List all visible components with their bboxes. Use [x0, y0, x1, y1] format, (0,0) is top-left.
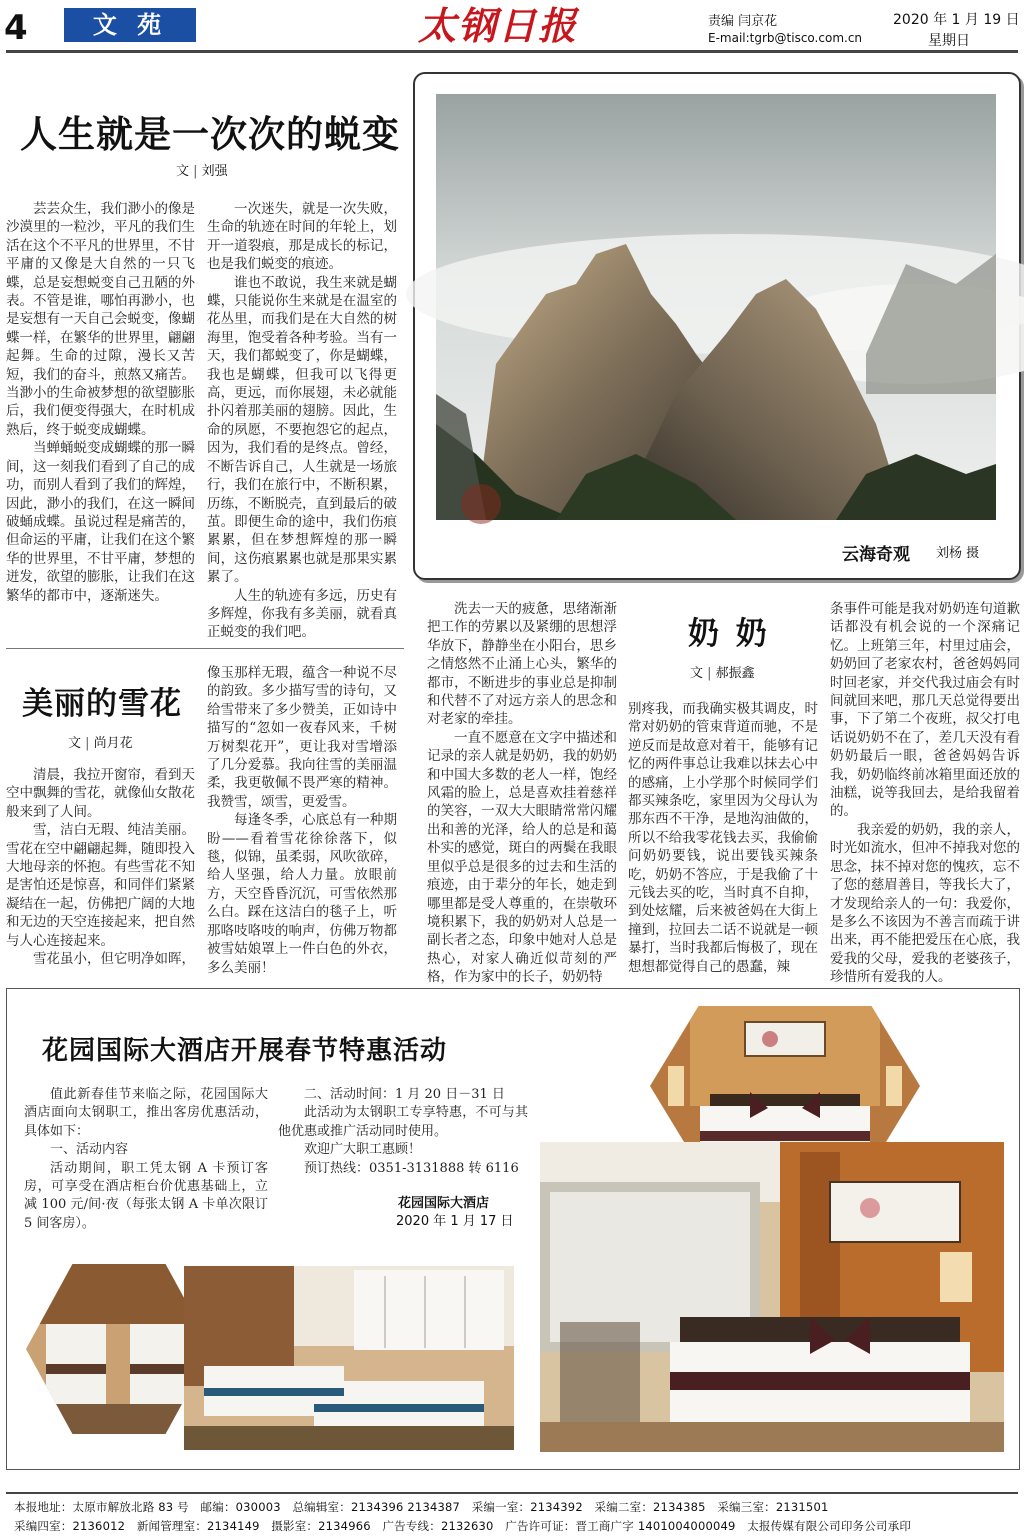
- article2-byline: 文 | 尚月花: [68, 736, 133, 751]
- article2-col2: [207, 664, 397, 976]
- page-number: 4: [4, 8, 28, 48]
- article2-col1: [6, 766, 195, 976]
- paragraph: 每逢冬季，心底总有一种期盼——看着雪花徐徐落下，似毯，似锦，虽柔弱，风吹欲碎，给人坚强，给人力量。放眼前方，天空昏昏沉沉，可雪依然那么白。踩在这洁白的毯子上，听那咯吱咯吱的响声，仿佛万物都被雪姑娘罩上一件白色的外衣，多么美丽！: [207, 812, 397, 976]
- footer-line-1: 本报地址：太原市解放北路 83 号 邮编：030003 总编辑室：2134396 2134387 采编一室：2134392 采编二室：2134385 采编三室：2131501: [14, 1500, 829, 1514]
- issue-weekday: 星期日: [928, 33, 970, 49]
- paragraph: 芸芸众生，我们渺小的像是沙漠里的一粒沙，平凡的我们生活在这个不平凡的世界里，不甘平庸的又像是大自然的一只飞蝶，总是妄想蜕变自己丑陋的外表。不管是谁，哪怕再渺小，也是妄想有一天自己会蜕变，像蝴蝶一样，在繁华的世界里，翩翩起舞。生命的过隙，漫长又苦短，我们的奋斗，煎熬又痛苦。当渺小的生命被梦想的欲望膨胀后，我们便变得强大，在时机成熟后，终于蜕变成蝴蝶。: [6, 201, 195, 438]
- suite-room-image: [540, 1142, 1004, 1452]
- paragraph: 谁也不敢说，我生来就是蝴蝶，只能说你生来就是在温室的花丛里，而我们是在大自然的树海里，饱受着各种考验。当有一天，我们都蜕变了，你是蝴蝶，我也是蝴蝶，但我可以飞得更高，更远，而你展翅，未必就能扑闪着那美丽的翅膀。因此，生命的夙愿，不要抱怨它的起点，因为，我们看的是终点。曾经，不断告诉自己，人生就是一场旅行，我们在旅行中，不断积累，历练，不断脱壳，直到最后的破茧。即便生命的途中，我们伤痕累累，但在梦想辉煌的那一瞬间，这伤痕累累也就是那果实累累了。: [207, 274, 397, 586]
- photo-credit: 刘杨 摄: [936, 546, 980, 561]
- photo-caption: 云海奇观: [842, 545, 910, 565]
- article3-col1: [427, 600, 617, 986]
- ad-title: 花园国际大酒店开展春节特惠活动: [42, 1036, 448, 1066]
- footer-rule: [6, 1492, 1018, 1494]
- ad-col1: [24, 1086, 268, 1232]
- article1-byline: 文 | 刘强: [176, 164, 228, 179]
- twin-room-wide-image: [184, 1266, 514, 1450]
- paragraph: 像玉那样无瑕，蕴含一种说不尽的韵致。多少描写雪的诗句，又给雪带来了多少赞美，正如诗中描写的“忽如一夜春风来，千树万树梨花开”，更让我对雪增添了几分爱慕。我向往雪的美丽温柔，我更敬佩不畏严寒的精神。我赞雪，颂雪，更爱雪。: [207, 665, 397, 810]
- paragraph: 当蝉蛹蜕变成蝴蝶的那一瞬间，这一刻我们看到了自己的成功，而别人看到了我们的辉煌，因此，渺小的我们，在这一瞬间破蛹成蝶。虽说过程是痛苦的，但命运的平庸，让我们在这个繁华的世界里，不甘平庸，梦想的迸发，欲望的膨胀，让我们在这繁华的都市中，逐渐迷失。: [6, 440, 195, 604]
- hotel-room-photo-4: [540, 1142, 1004, 1452]
- sea-of-clouds-photo: [436, 94, 996, 520]
- ad-signature: 花园国际大酒店: [398, 1196, 490, 1211]
- paragraph: 雪花虽小，但它明净如晖，: [33, 951, 195, 968]
- byline-prefix: 文: [690, 666, 704, 681]
- article1-col2: [207, 200, 397, 641]
- masthead-logo: 太钢日报: [418, 3, 579, 48]
- byline-prefix: 文: [68, 736, 82, 751]
- ad-col2: [278, 1086, 528, 1186]
- article3-author: 郝振鑫: [715, 666, 755, 681]
- article2-author: 尚月花: [93, 736, 133, 751]
- article1-title: 人生就是一次次的蜕变: [20, 113, 400, 156]
- paragraph: 别疼我，而我确实极其调皮，时常对奶奶的管束背道而驰，不是逆反而是故意对着干，能够有记忆的两件事总让我难以抹去心中的感痛，上小学那个时候同学们都买辣条吃，家里因为父母认为那东西不干净，是地沟油做的，所以不给我零花钱去买，我偷偷问奶奶要钱，说出要钱买辣条吃，奶奶不答应，于是我偷了十元钱去买的吃，当时真不自抑，到处炫耀，后来被爸妈在大街上撞到，拉回去二话不说就是一顿暴打，当时我都后悔极了，现在想想都觉得自己的愚蠢，辣: [628, 701, 818, 975]
- article1-col1: [6, 200, 195, 620]
- paragraph: 欢迎广大职工惠顾！: [304, 1142, 422, 1158]
- byline-prefix: 文: [176, 164, 190, 179]
- paragraph: 清晨，我拉开窗帘，看到天空中飘舞的雪花，就像仙女散花般来到了人间。: [6, 767, 195, 820]
- article3-col3: [830, 600, 1020, 986]
- paragraph: 雪，洁白无瑕、纯洁美丽。雪花在空中翩翩起舞，随即投入大地母亲的怀抱。有些雪花不知是害怕还是惊喜，和同伴们紧紧凝结在一起，仿佛把广阔的大地和无边的天空连接起来，把自然与人心连接起来。: [6, 822, 195, 949]
- paragraph: 一、活动内容: [50, 1142, 129, 1158]
- paragraph: 活动期间，职工凭太钢 A 卡预订客房，可享受在酒店柜台价优惠基础上，立减 100 元/间·夜（每张太钢 A 卡单次限订 5 间客房）。: [24, 1160, 268, 1231]
- paragraph: 条事件可能是我对奶奶连句道歉话都没有机会说的一个深痛记忆。上班第三年，村里过庙会，奶奶回了老家农村，爸爸妈妈同时回老家，并交代我过庙会有时间就回来吧，那几天总觉得要出事，下了第二个夜班，叔父打电话说奶奶不在了，差几天没有看奶奶最后一眼，爸爸妈妈告诉我，奶奶临终前冰箱里面还放的油糕，说等我回去，是给我留着的。: [830, 601, 1020, 820]
- section-label: 文 苑: [64, 8, 196, 42]
- issue-date: 2020 年 1 月 19 日: [893, 12, 1020, 28]
- paragraph: 预订热线：0351-3131888 转 6116: [304, 1160, 519, 1176]
- ad-sign-date: 2020 年 1 月 17 日: [396, 1214, 514, 1229]
- paragraph: 洗去一天的疲惫，思绪渐渐把工作的劳累以及紧绷的思想浮华放下，静静坐在小阳台，思乡之情悠然不止涌上心头，繁华的都市，不断进步的事业总是抑制和代替不了对远方亲人的思念和对老家的牵挂。: [427, 601, 617, 728]
- paragraph: 一直不愿意在文字中描述和记录的亲人就是奶奶，我的奶奶和中国大多数的老人一样，饱经风霜的脸上，总是喜欢挂着慈祥的笑容，一双大大眼睛常常闪耀出和善的光泽，给人的总是和蔼朴实的感觉，斑白的两鬓在我眼里似乎总是很多的过去和生活的痕迹，由于辈分的年长，她走到哪里都是受人尊重的，在崇敬环境积累下，我的奶奶对人总是一副长者之态，印象中她对人总是热心，对家人确近似苛刻的严格，作为家中的长子，奶奶特: [427, 729, 617, 986]
- paragraph: 我亲爱的奶奶，我的亲人，时光如流水，但冲不掉我对您的思念，抹不掉对您的愧疚，忘不了您的慈眉善目，等我长大了，才发现给亲人的一句：我爱你，是多么不该因为不善言而疏于讲出来，再不能把爱压在心底，我爱我的父母，爱我的老婆孩子，珍惜所有爱我的人。: [830, 821, 1020, 986]
- footer-line-2: 采编四室：2136012 新闻管理室：2134149 摄影室：2134966 广告专线：2132630 广告许可证：晋工商广字 1401004000049 太报传媒有限公司印务公司承印: [14, 1519, 912, 1533]
- mountain-landscape-image: [436, 94, 996, 520]
- article2-title: 美丽的雪花: [22, 686, 182, 722]
- paragraph: 此活动为太钢职工专享特惠，不可与其他优惠或推广活动同时使用。: [278, 1105, 528, 1139]
- editor-line: 责编 闫京花: [708, 14, 778, 29]
- section-divider: [6, 648, 404, 649]
- hotel-room-photo-3: [184, 1266, 514, 1450]
- paragraph: 二、活动时间：1 月 20 日－31 日: [304, 1087, 505, 1102]
- paragraph: 值此新春佳节来临之际，花园国际大酒店面向太钢职工，推出客房优惠活动，具体如下：: [24, 1087, 268, 1139]
- article3-col2: [628, 700, 818, 976]
- article3-byline: 文 | 郝振鑫: [690, 666, 755, 681]
- email-line: E-mail:tgrb@tisco.com.cn: [708, 31, 863, 45]
- article3-title: 奶 奶: [688, 616, 770, 652]
- paragraph: 一次迷失，就是一次失败，生命的轨迹在时间的年轮上，划开一道裂痕，那是成长的标记，也是我们蜕变的痕迹。: [207, 201, 397, 273]
- paragraph: 人生的轨迹有多远，历史有多辉煌，你我有多美丽，就看真正蜕变的我们吧。: [207, 587, 397, 641]
- article1-author: 刘强: [201, 164, 228, 179]
- header-rule: [6, 50, 1018, 53]
